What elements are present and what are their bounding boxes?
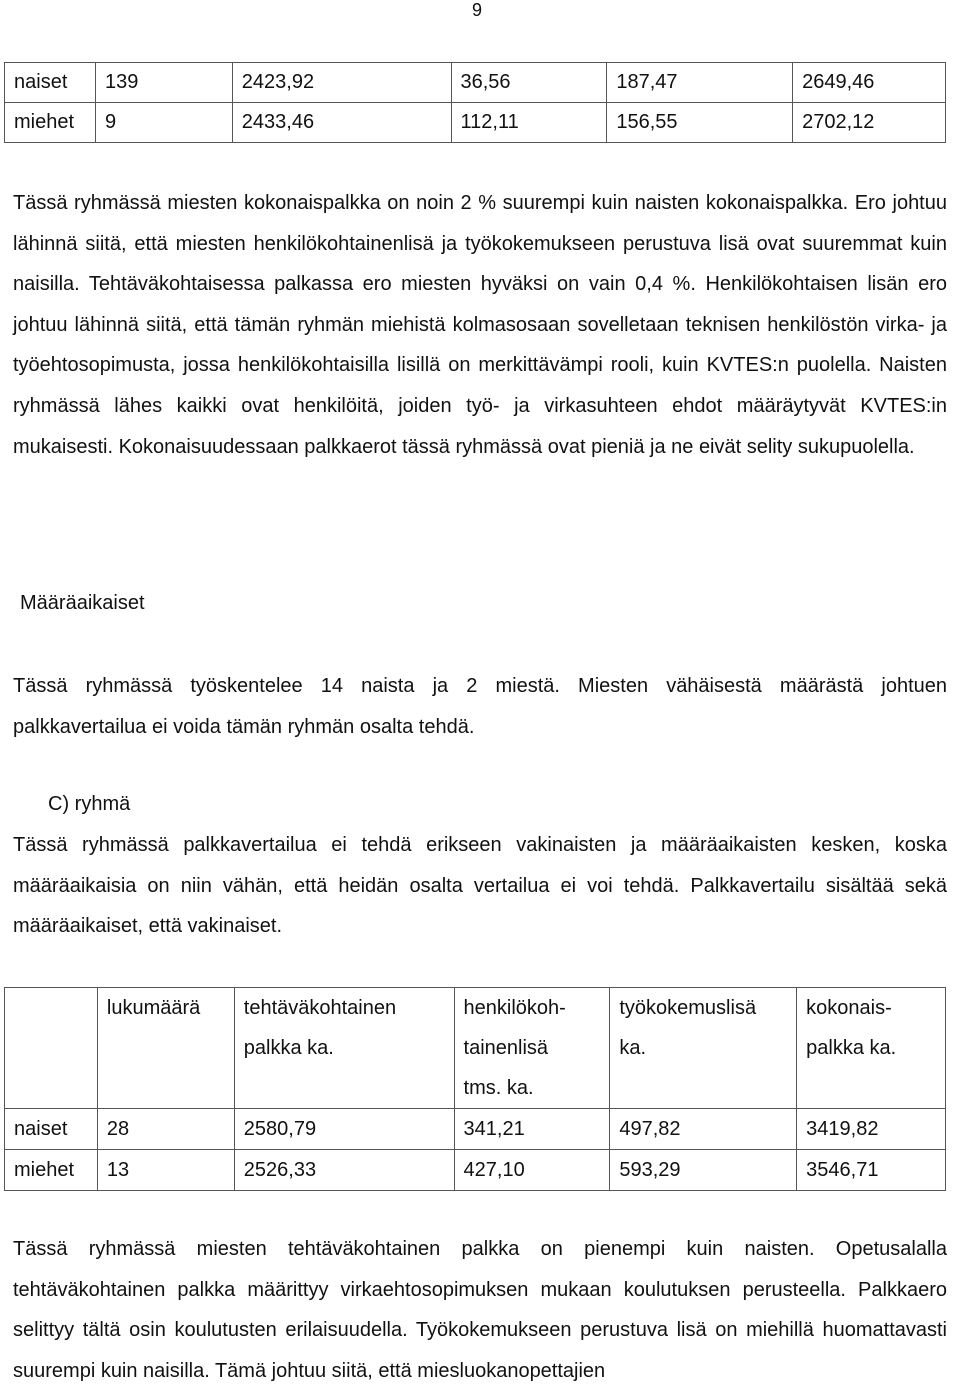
table-row bbox=[5, 1109, 946, 1150]
table-cell: 497,82 bbox=[610, 1109, 797, 1150]
table-cell: miehet bbox=[5, 1150, 98, 1191]
table-header-cell: tehtäväkohtainen palkka ka. bbox=[234, 988, 454, 1109]
table-cell: 28 bbox=[97, 1109, 234, 1150]
table-cell: 2649,46 bbox=[793, 63, 946, 103]
table-cell: 13 bbox=[97, 1150, 234, 1191]
table-row bbox=[5, 1150, 946, 1191]
section-heading-c-group: C) ryhmä bbox=[48, 793, 131, 815]
table-cell: 593,29 bbox=[610, 1150, 797, 1191]
table-row bbox=[5, 103, 946, 143]
table-cell: 3546,71 bbox=[797, 1150, 946, 1191]
table-cell: miehet bbox=[5, 103, 96, 143]
table-cell: 2433,46 bbox=[232, 103, 451, 143]
table-cell: 2580,79 bbox=[234, 1109, 454, 1150]
table-cell: 427,10 bbox=[454, 1150, 610, 1191]
table-cell: naiset bbox=[5, 1109, 98, 1150]
table-cell: 3419,82 bbox=[797, 1109, 946, 1150]
table-header-cell bbox=[5, 988, 98, 1109]
table-header-cell: työkokemuslisä ka. bbox=[610, 988, 797, 1109]
table-header-row bbox=[5, 988, 946, 1109]
table-cell: 2702,12 bbox=[793, 103, 946, 143]
table-row bbox=[5, 63, 946, 103]
section-heading-maaraaikaiset: Määräaikaiset bbox=[20, 592, 145, 614]
table-header-cell: kokonais- palkka ka. bbox=[797, 988, 946, 1109]
salary-table-1 bbox=[4, 62, 946, 143]
paragraph-group-analysis: Tässä ryhmässä miesten kokonaispalkka on noin 2 % suurempi kuin naisten kokonaispalkka. Ero johtuu lähinnä siitä, että miesten henkilökohtainenlisä ja työkokemukseen perustuva lisä ovat suuremmat kuin naisilla. Tehtäväkohtaisessa palkassa ero miesten hyväksi on vain 0,4 %. Henkilökohtaisen lisän ero johtuu lähinnä siitä, että tämän ryhmän miehistä kolmasosaan sovelletaan teknisen henkilöstön virka- ja työehtosopimusta, jossa henkilökohtaisilla lisillä on merkittävämpi rooli, kuin KVTES:n puolella. Naisten ryhmässä lähes kaikki ovat henkilöitä, joiden työ- ja virkasuhteen ehdot määräytyvät KVTES:in mukaisesti. Kokonaisuudessaan palkkaerot tässä ryhmässä ovat pieniä ja ne eivät selity sukupuolella. bbox=[13, 192, 947, 458]
table-header-cell: henkilökoh- tainenlisä tms. ka. bbox=[454, 988, 610, 1109]
page-number: 9 bbox=[472, 0, 483, 20]
salary-table-2 bbox=[4, 987, 946, 1191]
table-cell: 156,55 bbox=[607, 103, 793, 143]
table-cell: 112,11 bbox=[451, 103, 607, 143]
table-cell: naiset bbox=[5, 63, 96, 103]
table-cell: 2526,33 bbox=[234, 1150, 454, 1191]
table-cell: 9 bbox=[95, 103, 232, 143]
table-cell: 139 bbox=[95, 63, 232, 103]
table-cell: 2423,92 bbox=[232, 63, 451, 103]
table-cell: 36,56 bbox=[451, 63, 607, 103]
table-header-cell: lukumäärä bbox=[97, 988, 234, 1109]
table-cell: 341,21 bbox=[454, 1109, 610, 1150]
paragraph-maaraaikaiset: Tässä ryhmässä työskentelee 14 naista ja 2 miestä. Miesten vähäisestä määrästä johtuen palkkavertailua ei voida tämän ryhmän osalta tehdä. bbox=[13, 675, 947, 738]
paragraph-c-group-analysis: Tässä ryhmässä miesten tehtäväkohtainen palkka on pienempi kuin naisten. Opetusalalla tehtäväkohtainen palkka määrittyy virkaehtosopimuksen mukaan koulutuksen perusteella. Palkkaero selittyy tältä osin koulutusten erilaisuudella. Työkokemukseen perustuva lisä on miehillä huomattavasti suurempi kuin naisilla. Tämä johtuu siitä, että miesluokanopettajien bbox=[13, 1238, 947, 1382]
table-cell: 187,47 bbox=[607, 63, 793, 103]
paragraph-c-group: Tässä ryhmässä palkkavertailua ei tehdä erikseen vakinaisten ja määräaikaisten kesken, koska määräaikaisia on niin vähän, että heidän osalta vertailua ei voi tehdä. Palkkavertailu sisältää sekä määräaikaiset, että vakinaiset. bbox=[13, 834, 947, 938]
